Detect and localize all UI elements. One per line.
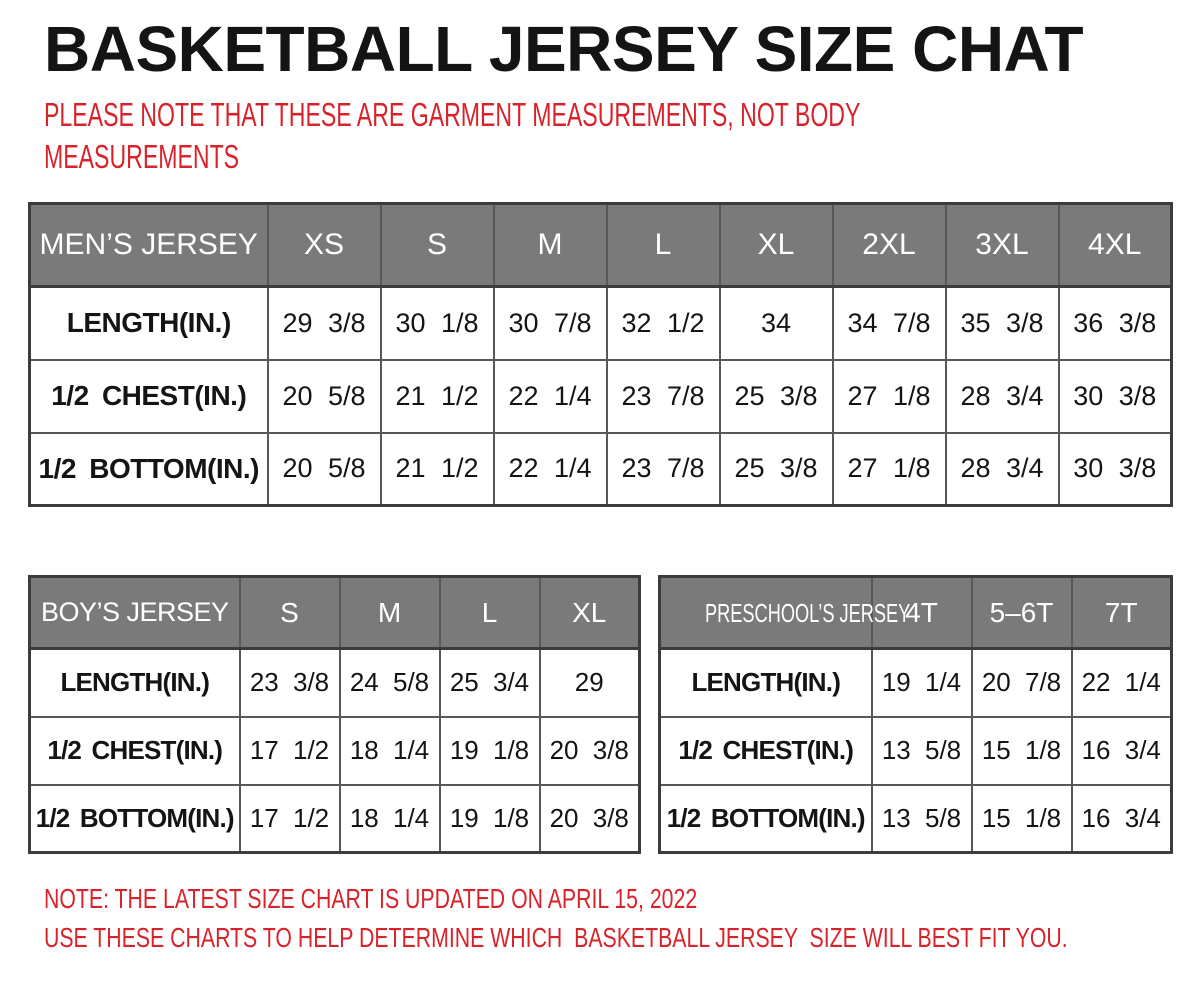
value-cell: 18 1/4 xyxy=(340,785,440,853)
size-header-cell: L xyxy=(607,204,720,287)
mens-header-row xyxy=(30,204,1172,287)
size-header-cell: M xyxy=(494,204,607,287)
table-row xyxy=(30,360,1172,433)
value-cell: 16 3/4 xyxy=(1072,785,1172,853)
value-cell: 22 1/4 xyxy=(494,433,607,506)
value-cell: 23 7/8 xyxy=(607,433,720,506)
value-cell: 25 3/8 xyxy=(720,360,833,433)
table-row xyxy=(30,717,640,785)
table-row xyxy=(30,287,1172,360)
value-cell: 23 3/8 xyxy=(240,649,340,717)
value-cell: 20 3/8 xyxy=(540,717,640,785)
row-label-half-chest: 1/2 CHEST(IN.) xyxy=(660,717,872,785)
row-label-length: LENGTH(IN.) xyxy=(30,287,268,360)
row-label-length: LENGTH(IN.) xyxy=(30,649,240,717)
value-cell: 21 1/2 xyxy=(381,360,494,433)
row-label-half-chest: 1/2 CHEST(IN.) xyxy=(30,360,268,433)
row-label-half-bottom: 1/2 BOTTOM(IN.) xyxy=(30,785,240,853)
boys-header-row xyxy=(30,577,640,649)
size-header-cell: XL xyxy=(720,204,833,287)
size-header-cell: S xyxy=(240,577,340,649)
row-label-length: LENGTH(IN.) xyxy=(660,649,872,717)
boys-jersey-size-table xyxy=(28,575,641,854)
preschool-table-title-text: PRESCHOOL’S JERSEY xyxy=(704,597,911,628)
value-cell: 21 1/2 xyxy=(381,433,494,506)
value-cell: 28 3/4 xyxy=(946,360,1059,433)
value-cell: 19 1/8 xyxy=(440,785,540,853)
value-cell: 20 3/8 xyxy=(540,785,640,853)
size-header-cell: 4XL xyxy=(1059,204,1172,287)
value-cell: 22 1/4 xyxy=(1072,649,1172,717)
table-row xyxy=(660,649,1172,717)
table-row xyxy=(660,785,1172,853)
size-header-cell: S xyxy=(381,204,494,287)
value-cell: 19 1/8 xyxy=(440,717,540,785)
preschool-table-title xyxy=(660,577,911,649)
size-header-cell: M xyxy=(340,577,440,649)
size-header-cell: 3XL xyxy=(946,204,1059,287)
size-header-cell: 4T xyxy=(872,577,972,649)
size-header-cell: XL xyxy=(540,577,640,649)
value-cell: 17 1/2 xyxy=(240,785,340,853)
value-cell: 13 5/8 xyxy=(872,717,972,785)
size-header-cell: 7T xyxy=(1072,577,1172,649)
table-row xyxy=(30,785,640,853)
boys-table-title: BOY’S JERSEY xyxy=(30,577,240,649)
value-cell: 25 3/4 xyxy=(440,649,540,717)
size-header-cell: 5–6T xyxy=(972,577,1072,649)
value-cell: 22 1/4 xyxy=(494,360,607,433)
row-label-half-chest: 1/2 CHEST(IN.) xyxy=(30,717,240,785)
value-cell: 30 7/8 xyxy=(494,287,607,360)
value-cell: 13 5/8 xyxy=(872,785,972,853)
row-label-half-bottom: 1/2 BOTTOM(IN.) xyxy=(30,433,268,506)
preschool-header-row xyxy=(660,577,1172,649)
value-cell: 20 7/8 xyxy=(972,649,1072,717)
value-cell: 29 3/8 xyxy=(268,287,381,360)
value-cell: 23 7/8 xyxy=(607,360,720,433)
size-header-cell: 2XL xyxy=(833,204,946,287)
update-date-note: NOTE: THE LATEST SIZE CHART IS UPDATED ON APRIL 15, 2022 xyxy=(44,883,698,914)
row-label-half-bottom: 1/2 BOTTOM(IN.) xyxy=(660,785,872,853)
value-cell: 25 3/8 xyxy=(720,433,833,506)
page-title: BASKETBALL JERSEY SIZE CHAT xyxy=(44,13,1084,85)
usage-note: USE THESE CHARTS TO HELP DETERMINE WHICH BASKETBALL JERSEY SIZE WILL BEST FIT YOU. xyxy=(44,922,1068,953)
size-header-cell: L xyxy=(440,577,540,649)
value-cell: 30 3/8 xyxy=(1059,360,1172,433)
value-cell: 27 1/8 xyxy=(833,433,946,506)
size-header-cell: XS xyxy=(268,204,381,287)
mens-table-title: MEN’S JERSEY xyxy=(30,204,268,287)
garment-measurement-note: PLEASE NOTE THAT THESE ARE GARMENT MEASUREMENTS, NOT BODY MEASUREMENTS xyxy=(44,96,860,176)
value-cell: 20 5/8 xyxy=(268,360,381,433)
value-cell: 32 1/2 xyxy=(607,287,720,360)
value-cell: 36 3/8 xyxy=(1059,287,1172,360)
value-cell: 28 3/4 xyxy=(946,433,1059,506)
value-cell: 30 3/8 xyxy=(1059,433,1172,506)
preschool-jersey-size-table xyxy=(658,575,1173,854)
value-cell: 16 3/4 xyxy=(1072,717,1172,785)
value-cell: 34 7/8 xyxy=(833,287,946,360)
value-cell: 18 1/4 xyxy=(340,717,440,785)
value-cell: 30 1/8 xyxy=(381,287,494,360)
value-cell: 17 1/2 xyxy=(240,717,340,785)
table-row xyxy=(30,433,1172,506)
value-cell: 29 xyxy=(540,649,640,717)
value-cell: 34 xyxy=(720,287,833,360)
table-row xyxy=(30,649,640,717)
table-row xyxy=(660,717,1172,785)
value-cell: 27 1/8 xyxy=(833,360,946,433)
value-cell: 35 3/8 xyxy=(946,287,1059,360)
value-cell: 15 1/8 xyxy=(972,717,1072,785)
value-cell: 15 1/8 xyxy=(972,785,1072,853)
mens-jersey-size-table xyxy=(28,202,1173,507)
value-cell: 24 5/8 xyxy=(340,649,440,717)
value-cell: 19 1/4 xyxy=(872,649,972,717)
value-cell: 20 5/8 xyxy=(268,433,381,506)
